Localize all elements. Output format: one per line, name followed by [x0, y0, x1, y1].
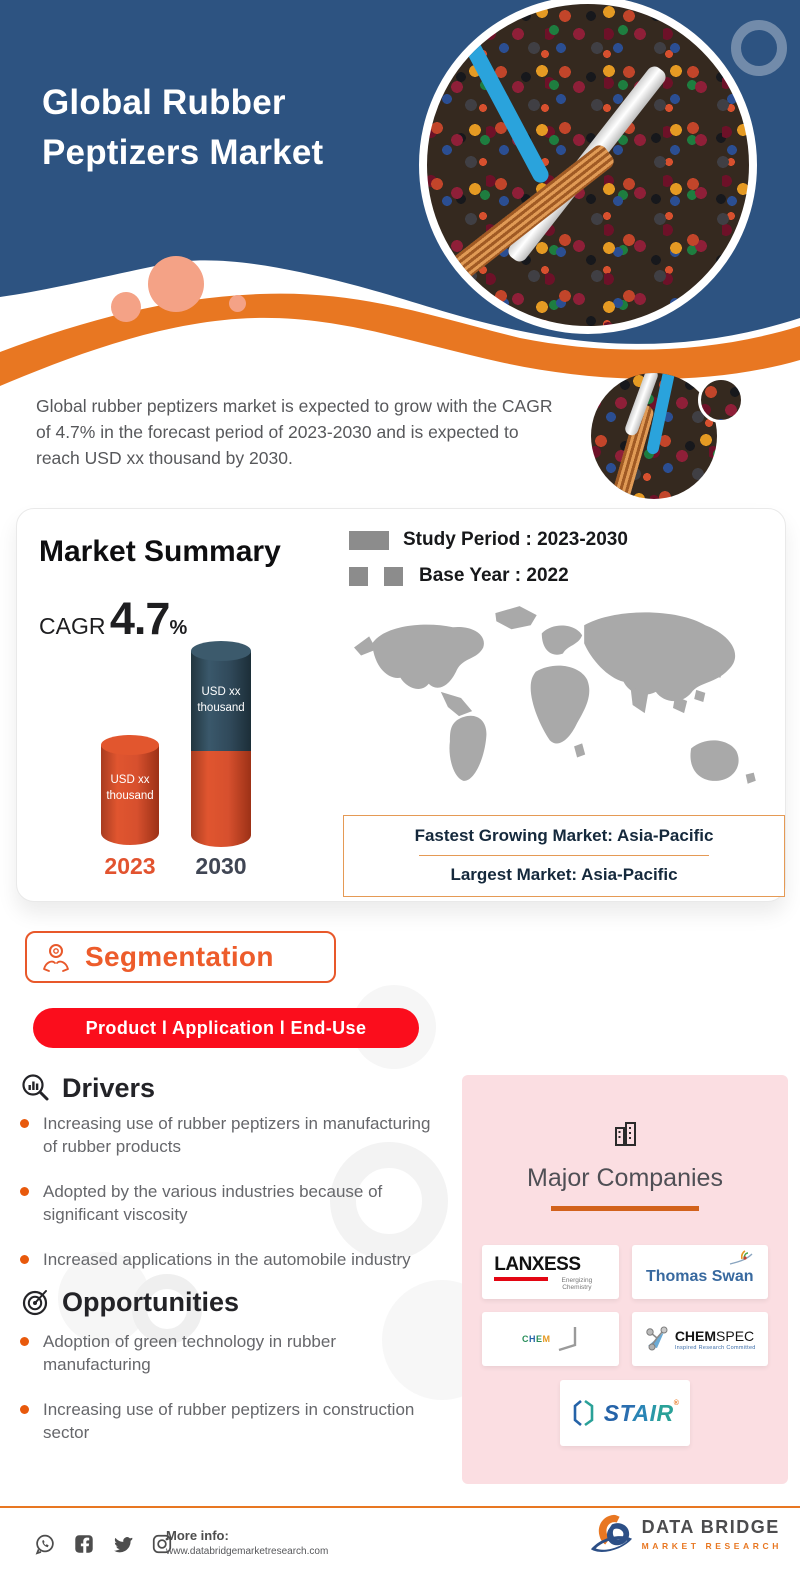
data-bridge-b-icon [588, 1512, 634, 1556]
blue-cable-graphic [439, 0, 552, 185]
opportunity-bullet: Increasing use of rubber peptizers in construction sector [43, 1399, 415, 1443]
bullet-dot-icon [20, 1337, 29, 1346]
bar-2030 [191, 651, 251, 847]
market-summary-title: Market Summary [39, 535, 281, 568]
world-map-graphic [343, 597, 789, 811]
bar-2023-value-label: USD xx thousand [106, 774, 154, 802]
rubber-granules-photo-bump [698, 377, 744, 423]
bar-2023 [101, 745, 159, 845]
axis-label-2023: 2023 [104, 853, 156, 879]
summary-legend [349, 529, 628, 601]
fastest-growing-market: Fastest Growing Market: Asia-Pacific [414, 826, 714, 845]
major-companies-panel [462, 1075, 788, 1484]
list-item [20, 1330, 448, 1377]
driver-bullet: Increased applications in the automobile industry [43, 1249, 411, 1269]
drivers-title: Drivers [62, 1072, 156, 1103]
hexagon-icon [571, 1398, 597, 1428]
bar-2030-orange-segment [191, 751, 251, 847]
page-title [42, 78, 323, 177]
driver-bullet: Increasing use of rubber peptizers in manufacturing of rubber products [43, 1114, 431, 1157]
whatsapp-icon[interactable] [34, 1533, 56, 1555]
list-item [20, 1248, 448, 1271]
lanxess-logo-card [482, 1245, 619, 1299]
legend-study-period [349, 529, 628, 551]
chemspec-logo-text-light: SPEC [716, 1327, 755, 1344]
salmon-circle-small [229, 295, 246, 312]
list-item [20, 1180, 448, 1227]
chemspec-logo-card [632, 1312, 769, 1366]
regional-markets-box [343, 815, 785, 897]
social-icons [34, 1533, 173, 1555]
segmentation-pill: Product l Application l End-Use [33, 1008, 419, 1048]
legend-swatch-icon [349, 531, 389, 550]
lanxess-tagline: Energizing Chemistry [561, 1276, 593, 1291]
stair-logo-card [560, 1380, 690, 1446]
markets-divider [419, 855, 709, 856]
opportunities-title: Opportunities [62, 1286, 239, 1317]
footer-divider [0, 1506, 800, 1508]
company-logo-grid [462, 1245, 788, 1366]
drivers-header [20, 1072, 155, 1104]
driver-bullet: Adopted by the various industries because of significant viscosity [43, 1181, 383, 1225]
legend-base-year [349, 565, 628, 587]
market-summary-card [16, 508, 786, 902]
more-info-block [166, 1528, 328, 1557]
opportunity-bullet: Adoption of green technology in rubber manufacturing [43, 1332, 336, 1375]
cagr-unit: % [169, 617, 188, 639]
study-period-label: Study Period : 2023-2030 [403, 529, 628, 550]
page-title-line2: Peptizers Market [42, 132, 324, 172]
axis-label-2030: 2030 [195, 853, 247, 879]
rubber-granules-photo-small [591, 373, 717, 499]
segmentation-title: Segmentation [85, 941, 274, 972]
chem-mini-logo-card [482, 1312, 619, 1366]
swan-icon [728, 1250, 754, 1266]
rubber-granules-photo-large [419, 0, 757, 334]
registered-mark: ® [673, 1399, 680, 1407]
bullet-dot-icon [20, 1255, 29, 1264]
base-year-label: Base Year : 2022 [419, 565, 569, 586]
chem-mini-logo-text: CHEM [521, 1334, 551, 1344]
largest-market: Largest Market: Asia-Pacific [450, 865, 678, 884]
molecule-icon [644, 1326, 670, 1352]
more-info-label: More info: [166, 1528, 229, 1543]
building-icon [609, 1119, 641, 1151]
orange-underline [551, 1206, 699, 1211]
legend-swatch-icon [384, 567, 403, 586]
market-description: Global rubber peptizers market is expected to grow with the CAGR of 4.7% in the forecast period of 2023-2030 and is expected to reach USD xx thousand by 2030. [36, 396, 553, 468]
facebook-icon[interactable] [73, 1533, 95, 1555]
opportunities-list [20, 1330, 448, 1466]
twitter-icon[interactable] [112, 1533, 134, 1555]
folded-corner-graphic [557, 1326, 579, 1352]
bullet-dot-icon [20, 1405, 29, 1414]
bullet-dot-icon [20, 1119, 29, 1128]
legend-swatch-icon [349, 567, 368, 586]
salmon-circle-medium [111, 292, 141, 322]
target-icon [20, 1286, 52, 1318]
bar-2030-top-ellipse [191, 641, 251, 661]
bar-2023-top-ellipse [101, 735, 159, 755]
bullet-dot-icon [20, 1187, 29, 1196]
list-item [20, 1398, 448, 1445]
cagr-value: 4.7 [109, 593, 170, 644]
brand-name: DATA BRIDGE [641, 1517, 780, 1537]
thomas-swan-logo-text: Thomas Swan [645, 1268, 754, 1285]
brand-subtitle: MARKET RESEARCH [641, 1541, 782, 1551]
hands-holding-circle-icon [40, 941, 72, 973]
list-item [20, 1112, 448, 1159]
chart-magnifier-icon [20, 1072, 52, 1104]
major-companies-title: Major Companies [527, 1164, 723, 1192]
chemspec-tagline: Inspired Research Committed [674, 1344, 756, 1351]
salmon-circle-large [148, 256, 204, 312]
thomas-swan-logo-card [632, 1245, 769, 1299]
data-bridge-logo [588, 1512, 782, 1556]
segmentation-header [25, 931, 336, 983]
opportunities-header [20, 1286, 239, 1318]
page-title-line1: Global Rubber [42, 83, 286, 122]
website-url[interactable]: www.databridgemarketresearch.com [166, 1546, 329, 1557]
cagr-line [39, 593, 187, 645]
stair-logo-text: STAIR® [603, 1399, 680, 1426]
ring-decoration [731, 20, 787, 76]
lanxess-logo-text: LANXESS [494, 1253, 581, 1275]
lanxess-red-bar [494, 1277, 547, 1281]
drivers-list [20, 1112, 448, 1292]
bar-2030-value-label: USD xx thousand [197, 686, 245, 714]
chemspec-logo-text-bold: CHEM [674, 1327, 717, 1344]
cagr-label: CAGR [39, 613, 106, 639]
